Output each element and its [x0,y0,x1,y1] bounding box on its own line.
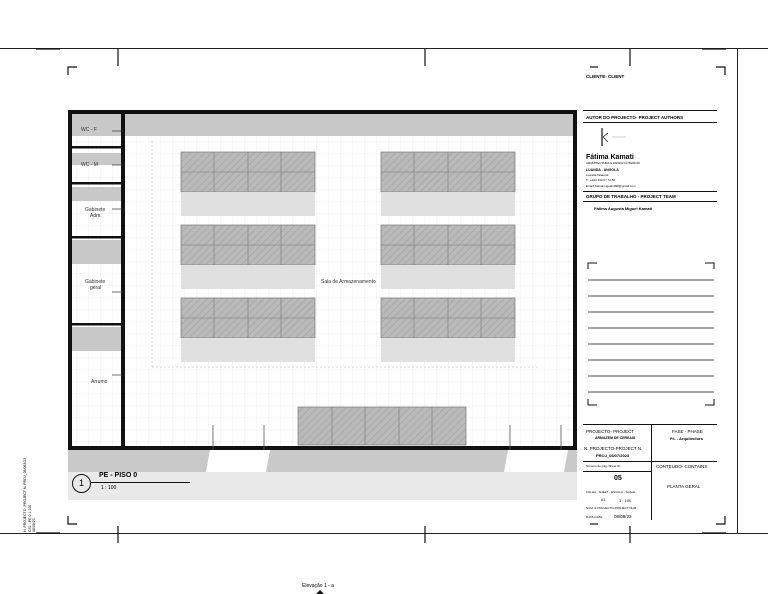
project-n-value: PROJ_08/07/2023 [596,453,630,458]
tb-divider-v [651,424,652,520]
content-value: PLANTA GERAL [667,484,701,489]
team-label: GRUPO DE TRABALHO - PROJECT TEAM [586,194,676,199]
date-label: DATA-DATE [586,515,603,519]
sheet-n-label: Número de pág.-Sheet Nr. [586,464,622,468]
floor-plan [40,105,580,505]
authors-label: AUTOR DO PROJECTO- PROJECT AUTHORS [586,115,684,120]
tb-line-6 [583,461,717,462]
loading-platform [68,450,577,472]
room-label-gabinete-geral: Gabinete [85,279,106,285]
room-label-wc-m: WC - M [81,162,98,168]
sheet-proj-label: NUM. E PROJECTO-PROJECT NUM [586,506,637,510]
side-note [24,422,37,532]
phase-value: P.L - Arquitectura [670,436,703,441]
author-sub: ARQUITECTURA E DESIGN INTERIOR [586,161,640,165]
team-member: Fátima Augusta Miguel Kamati [594,206,653,211]
tb-line-3 [583,191,717,192]
room-label-arrumo: Arrumo [91,379,108,385]
tb-line-7 [583,471,651,472]
room-label-gabinete-adm: Gabinete [85,207,106,213]
author-phone: T.: +244 933 67 74 86 [586,178,616,182]
content-label: CONTEUDO- CONTAINS [656,464,708,469]
tb-line-2 [583,122,717,123]
side-note-line-1: N. PROJECTO -PROJECT N. PROJ_08/083/23 [23,457,27,532]
elevation-label: Elevação 1 - a [302,583,334,589]
author-email: Email: fatimamiguel1998@gmail.com [586,184,636,188]
elevation-marker-icon [316,590,324,594]
view-number: 1 [78,478,84,488]
author-logo [598,127,628,147]
notes-box [583,260,719,410]
project-value: ARMAZEM DE CEREAIS [595,436,636,440]
client-label: CLIENTE- CLIENT [586,74,625,79]
view-title-underline [90,482,190,483]
side-note-line-3: 08/08/23 [32,518,36,532]
date-value: 08/08/23 [614,514,632,519]
author-city: LUANDA - ANGOLA [586,168,619,172]
rack-block-entrance [298,407,466,445]
room-label-gabinete-geral-2: geral [90,285,102,291]
sheet-scale: 1 : 100 [619,498,632,503]
author-area: Luanda-Talatona [586,173,609,177]
room-label-wc-f: WC - F [81,127,97,133]
project-n-label: N. PROJECTO-PROJECT N. [584,446,643,451]
sheet-scale-label: FOLHA - SHEET - ESCALA - SCALE [586,490,636,494]
project-label: PROJECTO- PROJECT [586,429,635,434]
view-scale: 1 : 100 [101,485,117,491]
author-name: Fátima Kamati [586,154,634,161]
tb-line-5 [583,424,717,425]
tb-line-4 [583,201,717,202]
room-label-gabinete-adm-2: Adm. [90,213,102,219]
sheet-size: A1 [601,498,606,502]
view-number-circle [72,474,91,493]
room-label-storage-hall: Sala de Armazenamento [321,279,376,285]
tb-line-1 [583,110,717,111]
view-title: PE - PISO 0 [99,472,138,479]
phase-label: FASE - PHASE [672,429,703,434]
side-note-line-2: CS1 - PE 0 1:100 [27,504,32,532]
sheet-n-value: 05 [614,475,622,482]
